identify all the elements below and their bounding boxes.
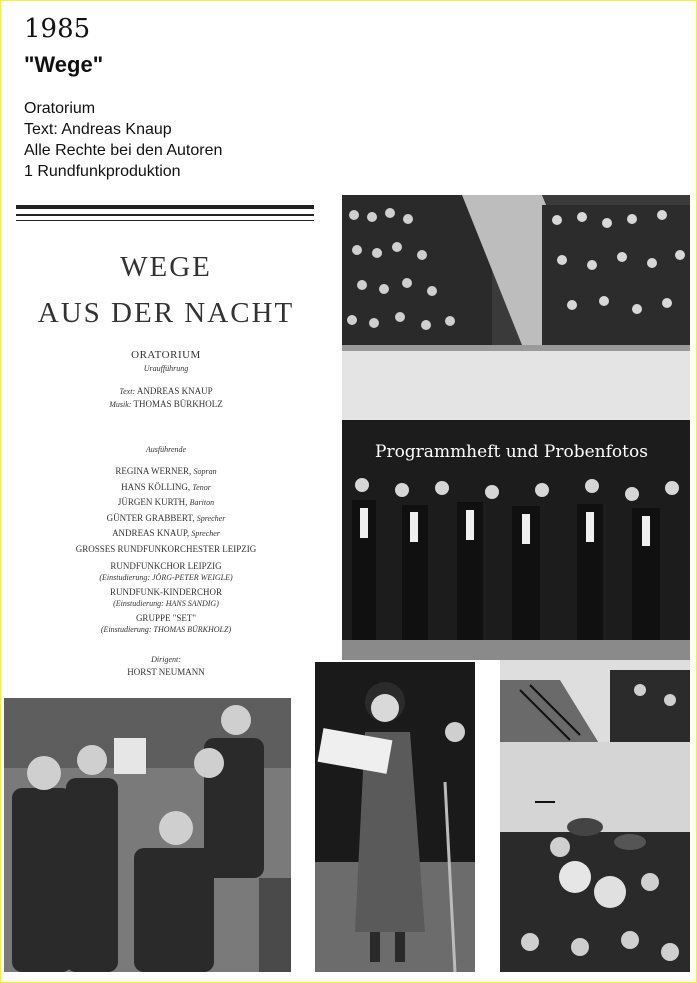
year-heading: 1985 bbox=[24, 14, 91, 44]
soprano-singer-photo bbox=[315, 662, 475, 972]
info-line-genre: Oratorium bbox=[24, 100, 96, 117]
info-line-production: 1 Rundfunkproduktion bbox=[24, 163, 181, 180]
program-page bbox=[16, 250, 316, 678]
performer-note: (Einstudierung: JÖRG-PETER WEIGLE) bbox=[99, 573, 233, 582]
program-premiere: Uraufführung bbox=[143, 364, 189, 373]
percussion-rehearsal-photo bbox=[500, 742, 690, 972]
hall-steps-photo bbox=[500, 660, 690, 745]
performer-row: JÜRGEN KURTH, Bariton bbox=[117, 497, 215, 507]
performer-row: GÜNTER GRABBERT, Sprecher bbox=[106, 512, 226, 523]
performer-note: (Einstudierung: THOMAS BÜRKHOLZ) bbox=[100, 625, 232, 634]
rehearsal-group-photo bbox=[4, 698, 291, 972]
performer-row: HANS KÖLLING, Tenor bbox=[121, 481, 211, 492]
program-genre: ORATORIUM bbox=[131, 349, 201, 361]
performer-note: (Einstudierung: HANS SANDIG) bbox=[113, 599, 219, 608]
performer-row: RUNDFUNKCHOR LEIPZIG bbox=[110, 561, 222, 571]
info-line-rights: Alle Rechte bei den Autoren bbox=[24, 142, 223, 159]
concert-hall-audience-photo bbox=[342, 195, 690, 433]
performer-row: GRUPPE "SET" bbox=[135, 613, 197, 623]
performer-row: RUNDFUNK-KINDERCHOR bbox=[109, 587, 222, 597]
program-title-line-2: AUS DER NACHT bbox=[37, 297, 295, 329]
performers-heading: Ausführende bbox=[145, 445, 187, 454]
program-text-credit: Text: ANDREAS KNAUP bbox=[119, 386, 213, 396]
performer-row: GROSSES RUNDFUNKORCHESTER LEIPZIG bbox=[75, 543, 257, 554]
performer-row: ANDREAS KNAUP, Sprecher bbox=[112, 528, 220, 538]
work-title: "Wege" bbox=[24, 52, 104, 77]
program-music-credit: Musik: THOMAS BÜRKHOLZ bbox=[109, 399, 223, 409]
conductor-heading: Dirigent: bbox=[151, 655, 181, 664]
work-info bbox=[24, 98, 222, 182]
performers-list bbox=[16, 464, 316, 635]
photo-caption: Programmheft und Probenfotos bbox=[375, 442, 648, 462]
divider-rules bbox=[16, 205, 314, 221]
program-title-line-1: WEGE bbox=[120, 251, 212, 283]
conductor-name: HORST NEUMANN bbox=[127, 667, 205, 677]
info-line-text: Text: Andreas Knaup bbox=[24, 121, 172, 138]
performer-row: REGINA WERNER, Sopran bbox=[115, 466, 217, 476]
